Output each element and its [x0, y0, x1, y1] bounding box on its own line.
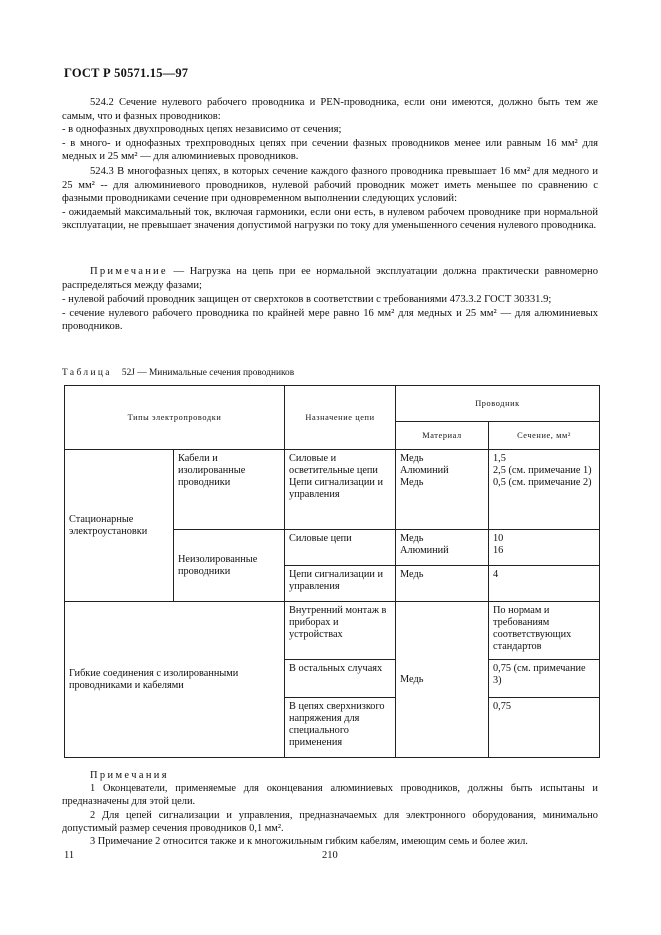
cell-bare-signal-purpose: Цепи сигнализации и управления — [285, 566, 396, 602]
cell-flex-other-section: 0,75 (см. примечание 3) — [489, 660, 600, 698]
table-caption — [62, 368, 294, 378]
note-block — [62, 265, 598, 292]
cell-flex-material: Медь — [396, 602, 489, 758]
cell-flex-internal-purpose: Внутренний монтаж в приборах и устройствах — [285, 602, 396, 660]
condition-item1: - нулевой рабочий проводник защищен от сверхтоков в соответствии с требованиями 473.3.2 ГОСТ 30331.9; — [62, 294, 552, 305]
note-label: Примечание — [90, 266, 168, 277]
page-number: 210 — [322, 850, 338, 861]
notes-title: Примечания — [90, 770, 169, 781]
cell-stationary: Стационарные электроустановки — [65, 450, 174, 602]
footer-left-number: 11 — [64, 850, 75, 861]
header-material: Материал — [396, 422, 489, 450]
header-purpose: Назначение цепи — [285, 386, 396, 450]
note-text: — Нагрузка на цепь при ее нормальной эксплуатации должна практически равномерно распределяться между фазами; — [62, 266, 598, 291]
note-1: 1 Оконцеватели, применяемые для оконцевания алюминиевых проводников, должны быть испытаны и предназначены для этой цели. — [62, 783, 598, 808]
cell-bare-power-purpose: Силовые цепи — [285, 530, 396, 566]
clause-524-2 — [62, 96, 598, 164]
condition-item2: - сечение нулевого рабочего проводника по крайней мере равно 16 мм² для медных и 25 мм² — для алюминиевых проводников. — [62, 307, 598, 333]
header-wiring-types: Типы электропроводки — [65, 386, 285, 450]
clause-524-3 — [62, 165, 598, 233]
conditions-block — [62, 293, 598, 334]
header-section: Сечение, мм² — [489, 422, 600, 450]
header-conductor: Проводник — [396, 386, 600, 422]
clause-524-2-item1: - в однофазных двухпроводных цепях независимо от сечения; — [62, 124, 342, 136]
table-caption-text: 52J — Минимальные сечения проводников — [121, 368, 295, 378]
cell-bare: Неизолированные проводники — [174, 530, 285, 602]
cell-bare-signal-material: Медь — [396, 566, 489, 602]
cell-flex-elv-purpose: В цепях сверхнизкого напряжения для специального применения — [285, 698, 396, 758]
note-2: 2 Для цепей сигнализации и управления, предназначаемых для электронного оборудования, минимально допустимый размер сечения проводников 0,1 мм². — [62, 809, 598, 834]
table-caption-label: Таблица — [62, 368, 112, 378]
note-3: 3 Примечание 2 относится также и к многожильным гибким кабелям, имеющим семь и более жил. — [90, 836, 528, 848]
cell-cables-purpose: Силовые и осветительные цепи Цепи сигнализации и управления — [285, 450, 396, 530]
clause-524-2-intro: 524.2 Сечение нулевого рабочего проводника и PEN-проводника, если они имеются, должно быть тем же самым, что и фазных проводников: — [62, 97, 598, 122]
cell-flex-other-purpose: В остальных случаях — [285, 660, 396, 698]
note-paragraph — [62, 265, 598, 292]
cell-bare-power-material: Медь Алюминий — [396, 530, 489, 566]
clause-524-3-item1: - ожидаемый максимальный ток, включая гармоники, если они есть, в нулевом рабочем проводнике при нормальной эксплуатации, не превышает значения допустимой нагрузки по току для уменьшенного сечения нулевого проводника. — [62, 206, 598, 232]
clause-524-3-intro: 524.3 В многофазных цепях, в которых сечение каждого фазного проводника превышает 16 мм² для медного и 25 мм² -- для алюминиевого проводников, нулевой рабочий проводник может иметь меньшее по сравнению с фазными проводниками сечение при одновременном выполнении следующих условий: — [62, 166, 598, 205]
cell-bare-power-section: 10 16 — [489, 530, 600, 566]
min-sections-table — [64, 385, 600, 758]
cell-cables-material: Медь Алюминий Медь — [396, 450, 489, 530]
cell-flex-elv-section: 0,75 — [489, 698, 600, 758]
standard-header: ГОСТ Р 50571.15—97 — [64, 66, 189, 80]
cell-bare-signal-section: 4 — [489, 566, 600, 602]
clause-524-2-item2: - в много- и однофазных трехпроводных цепях при сечении фазных проводников менее или равным 16 мм² для медных и 25 мм² — для алюминиевых проводников. — [62, 137, 598, 163]
cell-cables-section: 1,5 2,5 (см. примечание 1) 0,5 (см. примечание 2) — [489, 450, 600, 530]
cell-flex-internal-section: По нормам и требованиям соответствующих стандартов — [489, 602, 600, 660]
cell-cables-insulated: Кабели и изолированные проводники — [174, 450, 285, 530]
table-notes — [62, 769, 598, 848]
cell-flexible: Гибкие соединения с изолированными проводниками и кабелями — [65, 602, 285, 758]
